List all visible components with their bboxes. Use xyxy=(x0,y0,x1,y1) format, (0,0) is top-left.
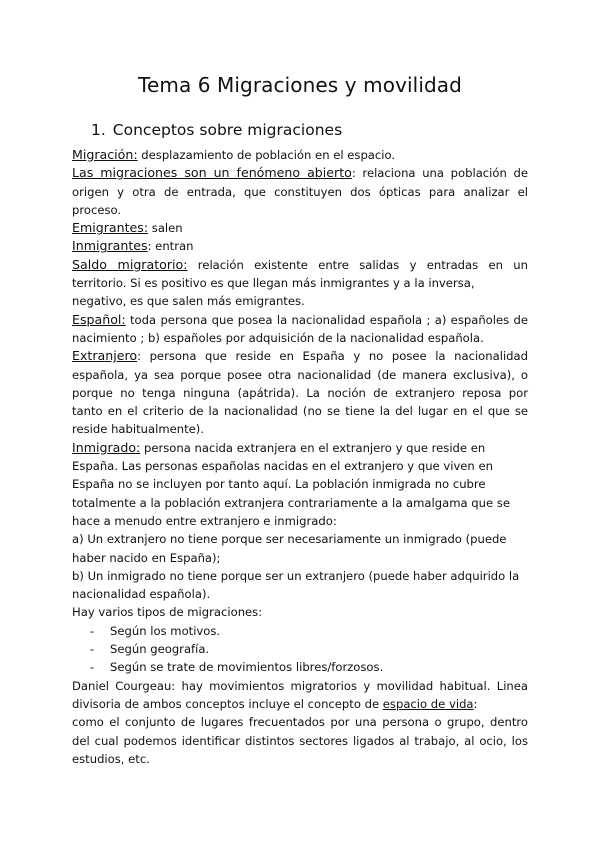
text-line: toda persona que posea la nacionalidad española ; a) españoles de xyxy=(125,312,528,327)
paragraph-migracion xyxy=(72,146,528,164)
paragraph-extranjero xyxy=(72,347,528,438)
text-line: territorio. Si es positivo es que llegan más inmigrantes y a la inversa, xyxy=(72,276,475,291)
paragraph-espanol xyxy=(72,311,528,348)
paragraph-courgeau xyxy=(72,677,528,768)
text-line: Hay varios tipos de migraciones: xyxy=(72,605,263,620)
definition-migracion: desplazamiento de población en el espacio. xyxy=(137,148,396,162)
text-line: nacimiento ; b) españoles por adquisición de la nacionalidad española. xyxy=(72,330,484,345)
section-heading xyxy=(91,121,342,139)
text-line: española, ya sea porque posee otra nacionalidad (de manera exclusiva), o xyxy=(72,367,528,382)
tipos-list xyxy=(72,622,528,677)
term-migracion: Migración: xyxy=(72,147,138,162)
text-line: tanto en el criterio de la nacionalidad (no se tiene la del lugar en el que se xyxy=(72,404,528,419)
paragraph-tipos xyxy=(72,603,528,676)
text-line: haber nacido en España); xyxy=(72,550,221,565)
text-line: estudios, etc. xyxy=(72,751,150,766)
term-emigrantes: Emigrantes: xyxy=(72,220,149,236)
paragraph-inmigrantes xyxy=(72,237,528,255)
paragraph-fenomeno xyxy=(72,164,528,219)
document-body xyxy=(72,146,528,768)
text-line: como el conjunto de lugares frecuentados por una persona o grupo, dentro xyxy=(72,715,528,730)
text-line: nacionalidad española). xyxy=(72,587,211,602)
text-line: : persona que reside en España y no posee la nacionalidad xyxy=(137,349,528,364)
bullet-dash: - xyxy=(90,623,95,638)
list-item-text: Según se trate de movimientos libres/forzosos. xyxy=(110,660,384,675)
text-line: relación existente entre salidas y entradas en un xyxy=(187,257,529,272)
text-line: negativo, es que salen más emigrantes. xyxy=(72,294,305,309)
text-line: b) Un inmigrado no tiene porque ser un extranjero (puede haber adquirido la xyxy=(72,568,520,583)
paragraph-emigrantes xyxy=(72,219,528,237)
text-line: : entran xyxy=(147,239,194,254)
term-inmigrantes: Inmigrantes xyxy=(72,238,148,254)
text-line: : xyxy=(473,696,478,711)
term-espacio-de-vida: espacio de vida xyxy=(382,696,474,711)
section-title: Conceptos sobre migraciones xyxy=(112,121,343,139)
text-line: Daniel Courgeau: hay movimientos migratorios y movilidad habitual. Linea xyxy=(72,678,528,693)
term-fenomeno: Las migraciones son un fenómeno abierto xyxy=(72,165,352,181)
list-item xyxy=(72,658,528,676)
list-item xyxy=(72,640,528,658)
text-line: : relaciona una población de xyxy=(351,166,529,181)
text-line: reside habitualmente). xyxy=(72,422,204,437)
text-line: proceso. xyxy=(72,202,122,217)
text-line: totalmente a la población extranjera contrariamente a la amalgama que se xyxy=(72,495,511,510)
term-saldo: Saldo migratorio: xyxy=(72,256,188,272)
section-number: 1. xyxy=(91,121,106,139)
text-line: porque no tenga ninguna (apátrida). La noción de extranjero reposa por xyxy=(72,385,528,400)
text-line: del cual podemos identificar distintos sectores ligados al trabajo, al ocio, los xyxy=(72,733,528,748)
text-line: a) Un extranjero no tiene porque ser necesariamente un inmigrado (puede xyxy=(72,532,507,547)
bullet-dash: - xyxy=(90,660,95,675)
text-line: España. Las personas españolas nacidas en el extranjero y que viven en xyxy=(72,459,493,474)
page-title: Tema 6 Migraciones y movilidad xyxy=(138,73,462,97)
paragraph-saldo xyxy=(72,256,528,311)
term-extranjero: Extranjero xyxy=(72,348,138,364)
paragraph-inmigrado xyxy=(72,439,528,604)
text-line: origen y otra de entrada, que constituyen dos ópticas para analizar el xyxy=(72,184,528,199)
list-item xyxy=(72,622,528,640)
list-item-text: Según geografía. xyxy=(110,642,210,657)
text-line: hace a menudo entre extranjero e inmigrado: xyxy=(72,513,337,528)
text-line: persona nacida extranjera en el extranjero y que reside en xyxy=(140,440,486,455)
text-line: España no se incluyen por tanto aquí. La población inmigrada no cubre xyxy=(72,477,486,492)
term-espanol: Español: xyxy=(72,311,126,327)
text-line: salen xyxy=(148,221,183,236)
list-item-text: Según los motivos. xyxy=(110,623,221,638)
term-inmigrado: Inmigrado: xyxy=(72,439,141,455)
text-line: divisoria de ambos conceptos incluye el concepto de xyxy=(72,696,383,711)
bullet-dash: - xyxy=(90,642,95,657)
